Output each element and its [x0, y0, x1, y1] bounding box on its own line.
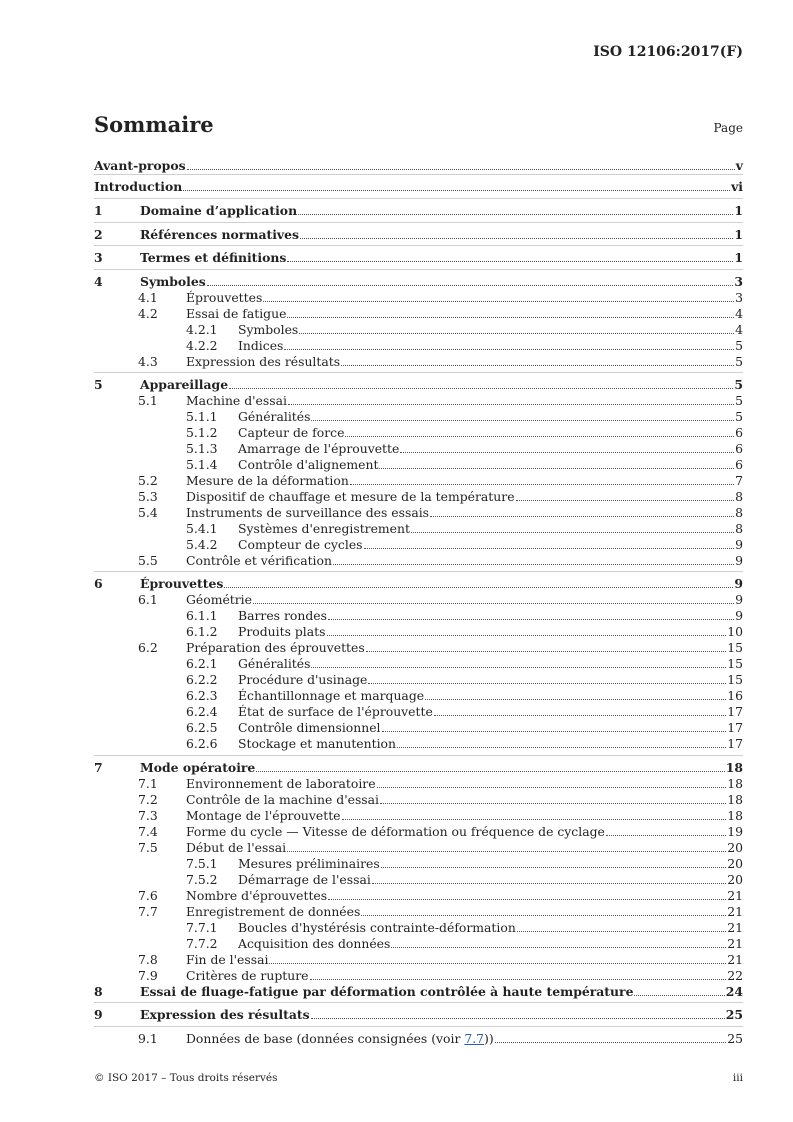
toc-entry-number: 1: [94, 203, 103, 218]
dot-leader: [183, 189, 730, 191]
toc-entry[interactable]: [94, 921, 743, 935]
toc-entry-number: 8: [94, 984, 103, 999]
toc-entry-page: 18: [727, 776, 743, 791]
toc-entry-number: 4.2.1: [186, 322, 218, 337]
toc-entry[interactable]: [94, 721, 743, 735]
toc-entry[interactable]: [94, 159, 743, 173]
toc-entry-page: 1: [734, 203, 743, 218]
toc-entry-page: 17: [727, 736, 743, 751]
toc-entry-number: 6: [94, 576, 103, 591]
toc-entry-number: 7.9: [138, 968, 158, 983]
toc-entry-page: 4: [735, 306, 743, 321]
toc-entry-page: 3: [735, 290, 743, 305]
footer: [94, 1072, 743, 1084]
toc-entry[interactable]: [94, 705, 743, 719]
toc-entry[interactable]: [94, 339, 743, 353]
toc-entry-number: 9: [94, 1007, 103, 1022]
toc-entry-page: 17: [727, 704, 743, 719]
toc-entry-title: Nombre d'éprouvettes: [186, 888, 328, 903]
dot-leader: [434, 714, 726, 716]
toc-entry-page: 1: [734, 227, 743, 242]
dot-leader: [300, 237, 733, 239]
toc-entry-title: Instruments de surveillance des essais: [186, 505, 430, 520]
toc-entry-number: 6.2.2: [186, 672, 218, 687]
dot-leader: [224, 586, 733, 588]
toc-entry-page: 21: [727, 904, 743, 919]
toc-entry-number: 7.2: [138, 792, 158, 807]
toc-entry-page: 6: [735, 457, 743, 472]
toc-entry-title: Appareillage: [140, 377, 229, 392]
toc-entry-number: 5.1.1: [186, 409, 218, 424]
toc-entry[interactable]: [94, 180, 743, 194]
toc-entry-title: Contrôle et vérification: [186, 553, 332, 568]
toc-entry-title: Enregistrement de données: [186, 904, 361, 919]
toc-entry[interactable]: [94, 809, 743, 823]
toc-entry-title: Machine d'essai: [186, 393, 287, 408]
toc-entry[interactable]: [94, 228, 743, 242]
toc-entry[interactable]: [94, 657, 743, 671]
toc-entry-number: 5.5: [138, 553, 158, 568]
dot-leader: [298, 213, 733, 215]
title-row: [94, 112, 743, 137]
dot-leader: [495, 1041, 727, 1043]
dot-leader: [207, 284, 734, 286]
toc-entry[interactable]: [94, 522, 743, 536]
toc-entry-page: 4: [735, 322, 743, 337]
toc-entry-number: 4.2.2: [186, 338, 218, 353]
toc-entry-title: Forme du cycle — Vitesse de déformation ou fréquence de cyclage: [186, 824, 605, 839]
dot-leader: [634, 994, 724, 996]
toc-entry-title: Produits plats: [238, 624, 326, 639]
toc-entry-page: 6: [735, 441, 743, 456]
toc-entry-number: 6.2.6: [186, 736, 218, 751]
toc-entry-number: 5.1.2: [186, 425, 218, 440]
toc-entry-number: 9.1: [138, 1031, 158, 1046]
toc-entry[interactable]: [94, 905, 743, 919]
toc-entry[interactable]: [94, 737, 743, 751]
dot-leader: [341, 364, 734, 366]
toc-entry-number: 6.2.3: [186, 688, 218, 703]
toc-entry-number: 6.1.1: [186, 608, 218, 623]
toc-entry[interactable]: [94, 761, 743, 775]
toc-entry[interactable]: [94, 378, 743, 392]
toc-entry-number: 6.1.2: [186, 624, 218, 639]
section-divider: [94, 198, 743, 199]
toc-entry[interactable]: [94, 857, 743, 871]
toc-entry-page: 20: [727, 872, 743, 887]
dot-leader: [382, 730, 727, 732]
dot-leader: [391, 946, 726, 948]
toc-entry-page: 18: [727, 792, 743, 807]
dot-leader: [380, 802, 726, 804]
toc-entry-page: 21: [727, 936, 743, 951]
toc-entry-number: 6.2.1: [186, 656, 218, 671]
toc-entry-title: Symboles: [238, 322, 299, 337]
toc-entry-number: 4: [94, 274, 103, 289]
copyright-notice: © ISO 2017 – Tous droits réservés: [94, 1072, 278, 1084]
toc-entry[interactable]: [94, 577, 743, 591]
dot-leader: [288, 403, 734, 405]
dot-leader: [361, 914, 726, 916]
toc-entry-page: 18: [727, 808, 743, 823]
toc-entry-page: 15: [727, 672, 743, 687]
toc-entry-number: 7: [94, 760, 103, 775]
toc-entry[interactable]: [94, 793, 743, 807]
toc-entry-title: Domaine d’application: [140, 203, 298, 218]
toc-entry-number: 5: [94, 377, 103, 392]
section-divider: [94, 372, 743, 373]
toc-entry[interactable]: [94, 825, 743, 839]
toc-entry[interactable]: [94, 394, 743, 408]
toc-entry[interactable]: [94, 490, 743, 504]
section-divider: [94, 269, 743, 270]
toc-entry[interactable]: [94, 873, 743, 887]
dot-leader: [430, 515, 734, 517]
toc-entry-title: Généralités: [238, 656, 311, 671]
toc-entry-number: 7.5.2: [186, 872, 218, 887]
section-divider: [94, 245, 743, 246]
toc-entry-number: 5.4: [138, 505, 158, 520]
toc-entry[interactable]: [94, 641, 743, 655]
toc-entry-page: 3: [734, 274, 743, 289]
toc-entry-title: Essai de fluage-fatigue par déformation contrôlée à haute température: [140, 984, 634, 999]
toc-entry-page: 9: [735, 537, 743, 552]
toc-entry-title: État de surface de l'éprouvette: [238, 704, 433, 719]
dot-leader: [269, 962, 726, 964]
toc-entry-number: 7.4: [138, 824, 158, 839]
toc-entry-title: Éprouvettes: [186, 290, 263, 305]
toc-entry-title-suffix: )): [484, 1031, 494, 1046]
toc-entry-page: 15: [727, 640, 743, 655]
dot-leader: [364, 547, 735, 549]
toc-entry[interactable]: [94, 538, 743, 552]
toc-entry[interactable]: [94, 953, 743, 967]
toc-entry-page: 21: [727, 888, 743, 903]
toc-entry-number: 5.3: [138, 489, 158, 504]
dot-leader: [328, 618, 734, 620]
toc-entry[interactable]: [94, 969, 743, 983]
dot-leader: [263, 300, 734, 302]
toc-entry-number: 5.4.2: [186, 537, 218, 552]
toc-entry-title: Dispositif de chauffage et mesure de la température: [186, 489, 515, 504]
dot-leader: [377, 786, 727, 788]
toc-entry-title: Systèmes d'enregistrement: [238, 521, 410, 536]
toc-entry-page: 6: [735, 425, 743, 440]
toc-entry-page: 5: [735, 338, 743, 353]
dot-leader: [287, 316, 734, 318]
toc-entry-page: 21: [727, 952, 743, 967]
toc-entry-page: 8: [735, 505, 743, 520]
dot-leader: [372, 882, 726, 884]
toc-entry-title: Fin de l'essai: [186, 952, 269, 967]
toc-entry[interactable]: [94, 251, 743, 265]
toc-entry-number: 7.7.2: [186, 936, 218, 951]
toc-entry-page: 8: [735, 489, 743, 504]
toc-entry-page: 5: [735, 393, 743, 408]
toc-entry[interactable]: [94, 291, 743, 305]
dot-leader: [411, 531, 734, 533]
dot-leader: [327, 634, 727, 636]
toc-entry-number: 5.1.3: [186, 441, 218, 456]
toc-entry-number: 2: [94, 227, 103, 242]
toc-entry-number: 7.6: [138, 888, 158, 903]
section-divider: [94, 1026, 743, 1027]
dot-leader: [517, 930, 726, 932]
toc-entry[interactable]: [94, 1032, 743, 1046]
toc-entry[interactable]: [94, 1008, 743, 1022]
dot-leader: [368, 682, 726, 684]
dot-leader: [345, 435, 734, 437]
toc-entry-page: 8: [735, 521, 743, 536]
toc-entry-title: Montage de l'éprouvette: [186, 808, 341, 823]
toc-entry-page: 21: [727, 920, 743, 935]
toc-entry-title: Mesures préliminaires: [238, 856, 380, 871]
dot-leader: [287, 260, 733, 262]
toc-entry-number: 7.1: [138, 776, 158, 791]
dot-leader: [606, 834, 726, 836]
dot-leader: [328, 898, 726, 900]
toc-entry-page: 25: [725, 1007, 743, 1022]
toc-entry-page: 5: [735, 354, 743, 369]
toc-entry[interactable]: [94, 204, 743, 218]
dot-leader: [333, 563, 734, 565]
toc-entry[interactable]: [94, 625, 743, 639]
toc-entry-number: 7.8: [138, 952, 158, 967]
dot-leader: [311, 666, 726, 668]
toc-entry-page: 25: [727, 1031, 743, 1046]
toc-entry[interactable]: [94, 307, 743, 321]
toc-entry-title: Amarrage de l'éprouvette: [238, 441, 400, 456]
toc-entry[interactable]: [94, 458, 743, 472]
toc-entry-title: Introduction: [94, 179, 183, 194]
cross-reference-link[interactable]: 7.7: [464, 1031, 485, 1046]
toc-entry-number: 7.3: [138, 808, 158, 823]
toc-entry-title: Indices: [238, 338, 284, 353]
page-column-label: Page: [713, 121, 743, 135]
toc-entry-page: 10: [727, 624, 743, 639]
toc-entry-title: Critères de rupture: [186, 968, 309, 983]
dot-leader: [299, 332, 734, 334]
section-divider: [94, 174, 743, 175]
toc-entry-page: 7: [735, 473, 743, 488]
dot-leader: [342, 818, 727, 820]
toc-entry-title: [186, 1032, 494, 1046]
document-code: ISO 12106:2017(F): [593, 44, 743, 60]
toc-entry[interactable]: [94, 442, 743, 456]
toc-entry-page: 15: [727, 656, 743, 671]
toc-entry[interactable]: [94, 689, 743, 703]
toc-entry-number: 7.5: [138, 840, 158, 855]
toc-entry-page: 19: [727, 824, 743, 839]
toc-entry-number: 5.4.1: [186, 521, 218, 536]
dot-leader: [187, 168, 735, 170]
toc-entry[interactable]: [94, 673, 743, 687]
toc-entry[interactable]: [94, 323, 743, 337]
toc-entry-number: 6.2.5: [186, 720, 218, 735]
toc-entry-number: 6.2: [138, 640, 158, 655]
toc-entry[interactable]: [94, 937, 743, 951]
toc-entry-page: 18: [725, 760, 743, 775]
page-title: Sommaire: [94, 112, 214, 137]
dot-leader: [253, 602, 734, 604]
toc-entry-title: Préparation des éprouvettes: [186, 640, 365, 655]
toc-entry-number: 7.5.1: [186, 856, 218, 871]
toc-entry-page: v: [735, 158, 743, 173]
dot-leader: [256, 770, 724, 772]
toc-entry-title: Démarrage de l'essai: [238, 872, 371, 887]
toc-entry-number: 6.1: [138, 592, 158, 607]
toc-entry-title: Stockage et manutention: [238, 736, 396, 751]
toc-entry-number: 7.7.1: [186, 920, 218, 935]
toc-entry-number: 4.1: [138, 290, 158, 305]
toc-entry[interactable]: [94, 275, 743, 289]
toc-entry-page: 24: [725, 984, 743, 999]
dot-leader: [379, 467, 734, 469]
toc-entry[interactable]: [94, 506, 743, 520]
toc-entry-page: 1: [734, 250, 743, 265]
toc-entry-number: 4.3: [138, 354, 158, 369]
section-divider: [94, 571, 743, 572]
toc-entry-page: 20: [727, 856, 743, 871]
toc-entry[interactable]: [94, 593, 743, 607]
toc-entry-number: 6.2.4: [186, 704, 218, 719]
dot-leader: [516, 499, 735, 501]
dot-leader: [311, 1017, 725, 1019]
section-divider: [94, 1002, 743, 1003]
toc-entry-number: 7.7: [138, 904, 158, 919]
toc-entry-title: Environnement de laboratoire: [186, 776, 376, 791]
toc-entry-page: 9: [735, 592, 743, 607]
toc-entry-title: Éprouvettes: [140, 576, 224, 591]
toc-entry-title: Expression des résultats: [186, 354, 341, 369]
dot-leader: [284, 348, 734, 350]
dot-leader: [310, 978, 727, 980]
toc-entry-title: Contrôle de la machine d'essai: [186, 792, 380, 807]
dot-leader: [425, 698, 726, 700]
toc-entry-number: 5.2: [138, 473, 158, 488]
toc-entry-title-text: Données de base (données consignées (voir: [186, 1031, 465, 1046]
toc-entry-title: Contrôle dimensionnel: [238, 720, 381, 735]
dot-leader: [397, 746, 726, 748]
toc-entry[interactable]: [94, 355, 743, 369]
toc-entry-title: Barres rondes: [238, 608, 327, 623]
dot-leader: [311, 419, 734, 421]
toc-entry-number: 5.1.4: [186, 457, 218, 472]
section-divider: [94, 755, 743, 756]
toc-entry-page: 22: [727, 968, 743, 983]
dot-leader: [366, 650, 727, 652]
toc-entry-title: Contrôle d'alignement: [238, 457, 379, 472]
toc-entry-page: 9: [735, 608, 743, 623]
toc-entry[interactable]: [94, 777, 743, 791]
toc-entry[interactable]: [94, 841, 743, 855]
dot-leader: [350, 483, 734, 485]
toc-entry-page: vi: [731, 179, 743, 194]
toc-entry-title: Capteur de force: [238, 425, 345, 440]
toc-entry-number: 4.2: [138, 306, 158, 321]
toc-entry-title: Compteur de cycles: [238, 537, 363, 552]
toc-entry-page: 5: [734, 377, 743, 392]
toc-entry-title: Mesure de la déformation: [186, 473, 349, 488]
toc-entry-page: 9: [734, 576, 743, 591]
toc-entry-page: 20: [727, 840, 743, 855]
dot-leader: [400, 451, 734, 453]
toc-entry[interactable]: [94, 410, 743, 424]
dot-leader: [287, 850, 726, 852]
toc-entry-title: Procédure d'usinage: [238, 672, 368, 687]
toc-entry[interactable]: [94, 609, 743, 623]
toc-entry-title: Échantillonnage et marquage: [238, 688, 425, 703]
toc-entry-page: 9: [735, 553, 743, 568]
toc-entry-title: Expression des résultats: [140, 1007, 310, 1022]
toc-entry-title: Références normatives: [140, 227, 299, 242]
toc-entry-title: Acquisition des données: [238, 936, 391, 951]
toc-entry-title: Essai de fatigue: [186, 306, 287, 321]
toc-entry[interactable]: [94, 554, 743, 568]
toc-entry-title: Mode opératoire: [140, 760, 256, 775]
toc-entry-number: 5.1: [138, 393, 158, 408]
toc-entry-title: Avant-propos: [94, 158, 186, 173]
toc-entry-title: Termes et définitions: [140, 250, 287, 265]
toc-entry-page: 5: [735, 409, 743, 424]
toc-entry-title: Boucles d'hystérésis contrainte-déformation: [238, 920, 516, 935]
toc-entry[interactable]: [94, 426, 743, 440]
dot-leader: [229, 387, 733, 389]
toc-entry-title: Début de l'essai: [186, 840, 287, 855]
toc-entry-title: Symboles: [140, 274, 206, 289]
toc-entry[interactable]: [94, 889, 743, 903]
toc-entry-number: 3: [94, 250, 103, 265]
toc-entry[interactable]: [94, 985, 743, 999]
toc-entry[interactable]: [94, 474, 743, 488]
toc-entry-title: Géométrie: [186, 592, 252, 607]
dot-leader: [381, 866, 727, 868]
page-number: iii: [732, 1072, 743, 1084]
toc-entry-title: Généralités: [238, 409, 311, 424]
section-divider: [94, 222, 743, 223]
toc-entry-page: 17: [727, 720, 743, 735]
toc-entry-page: 16: [727, 688, 743, 703]
